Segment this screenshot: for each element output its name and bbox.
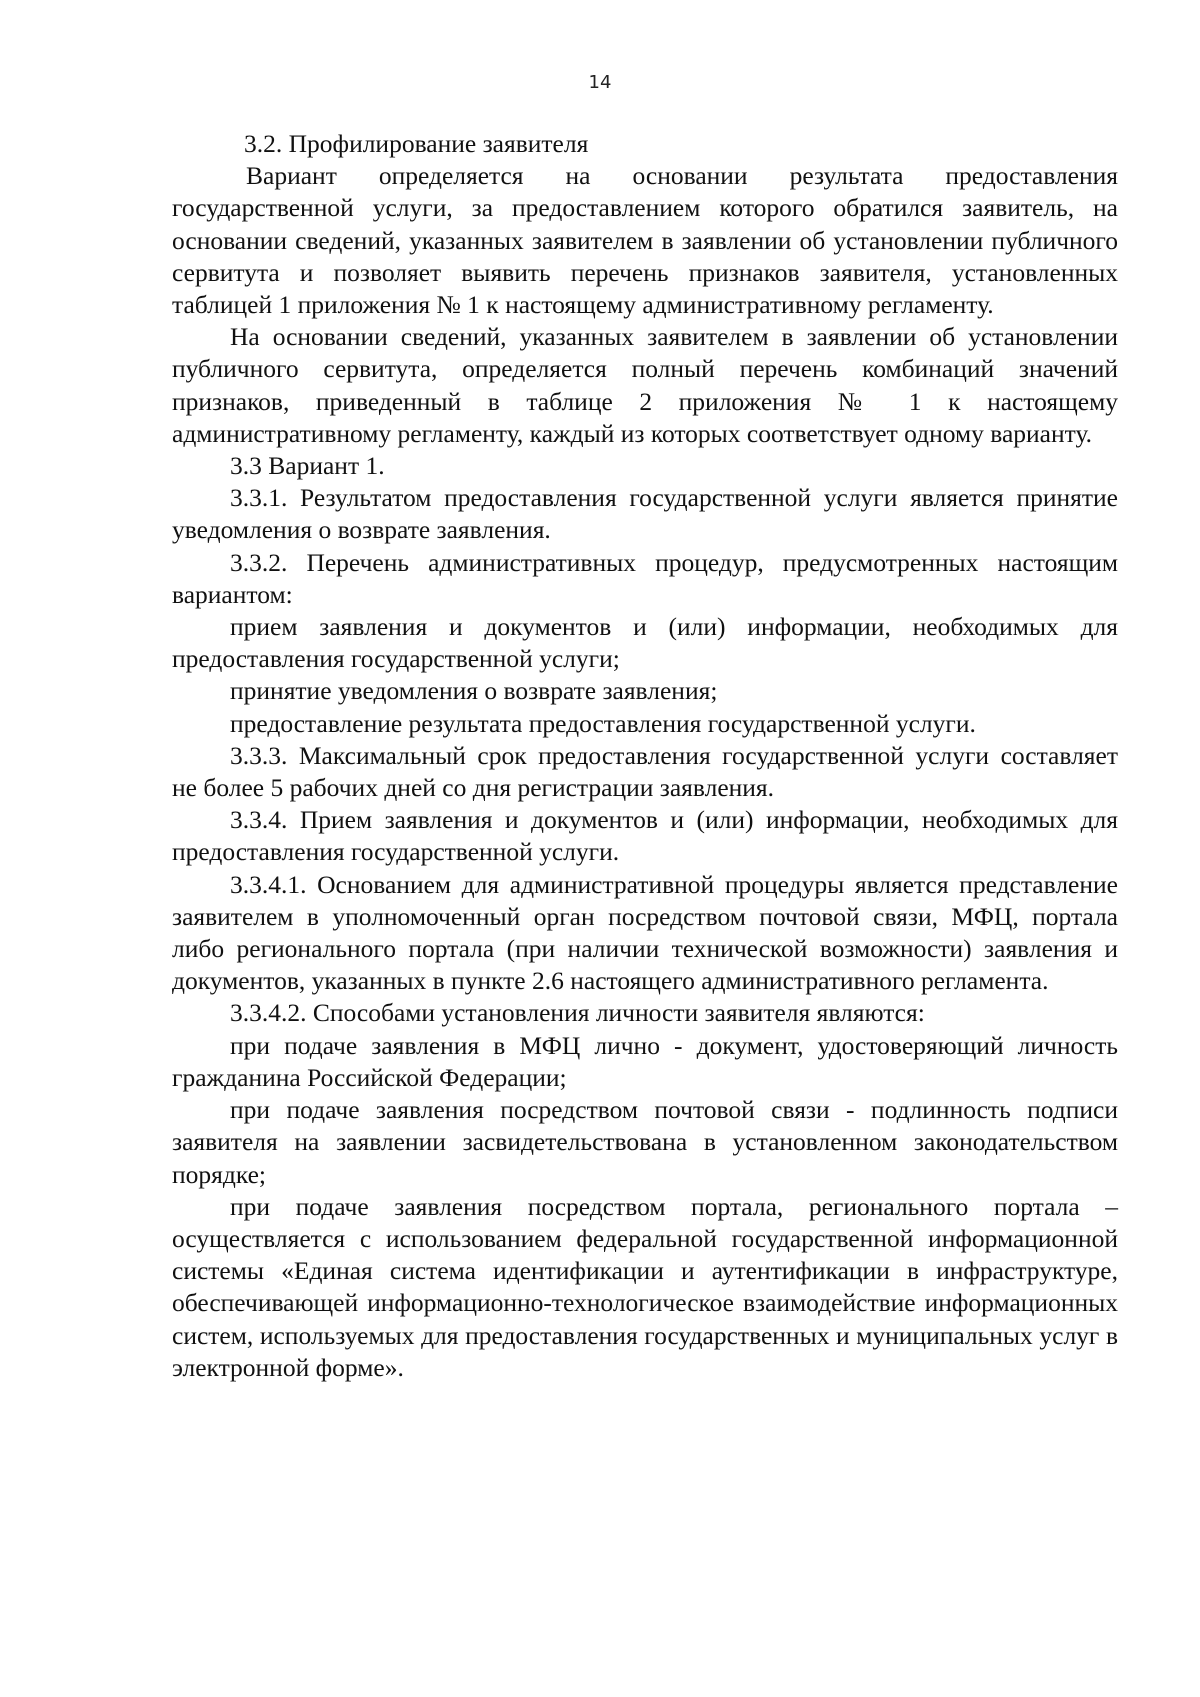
paragraph: 3.3.2. Перечень административных процедур, предусмотренных настоящим вариантом: xyxy=(172,547,1118,609)
paragraph: На основании сведений, указанных заявителем в заявлении об установлении публичного сервитута, определяется полный перечень комбинаций значений признаков, приведенный в таблице 2 приложения № 1 к настоящему административному регламенту, каждый из которых соответствует одному варианту. xyxy=(172,322,1118,448)
section-heading: 3.3 Вариант 1. xyxy=(230,451,385,481)
section-heading: 3.2. Профилирование заявителя xyxy=(244,129,589,158)
list-item: предоставление результата предоставления государственной услуги. xyxy=(230,708,976,738)
paragraph: Вариант определяется на основании результата предоставления государственной услуги, за предоставлением которого обратился заявитель, на основании сведений, указанных заявителем в заявлении об установлении публичного сервитута и позволяет выявить перечень признаков заявителя, установленных таблицей 1 приложения № 1 к настоящему административному регламенту. xyxy=(172,161,1118,320)
paragraph: 3.3.4. Прием заявления и документов и (или) информации, необходимых для предоставления государственной услуги. xyxy=(172,805,1118,867)
paragraph: 3.3.4.2. Способами установления личности заявителя являются: xyxy=(230,998,925,1028)
page-number: 14 xyxy=(588,72,612,93)
list-item: при подаче заявления в МФЦ лично - документ, удостоверяющий личность гражданина Российской Федерации; xyxy=(172,1030,1118,1092)
list-item: при подаче заявления посредством почтовой связи - подлинность подписи заявителя на заявлении засвидетельствована в установленном законодательством порядке; xyxy=(172,1095,1118,1189)
paragraph: 3.3.4.1. Основанием для административной процедуры является представление заявителем в уполномоченный орган посредством почтовой связи, МФЦ, портала либо регионального портала (при наличии технической возможности) заявления и документов, указанных в пункте 2.6 настоящего административного регламента. xyxy=(172,869,1118,996)
paragraph: 3.3.1. Результатом предоставления государственной услуги является принятие уведомления о возврате заявления. xyxy=(172,483,1118,545)
document-body xyxy=(172,128,1118,1384)
list-item: прием заявления и документов и (или) информации, необходимых для предоставления государственной услуги; xyxy=(172,612,1118,674)
list-item: принятие уведомления о возврате заявления; xyxy=(230,676,718,706)
list-item: при подаче заявления посредством портала, регионального портала – осуществляется с использованием федеральной государственной информационной системы «Единая система идентификации и аутентификации в инфраструктуре, обеспечивающей информационно-технологическое взаимодействие информационных систем, используемых для предоставления государственных и муниципальных услуг в электронной форме». xyxy=(172,1191,1118,1382)
paragraph: 3.3.3. Максимальный срок предоставления государственной услуги составляет не более 5 рабочих дней со дня регистрации заявления. xyxy=(172,740,1118,803)
